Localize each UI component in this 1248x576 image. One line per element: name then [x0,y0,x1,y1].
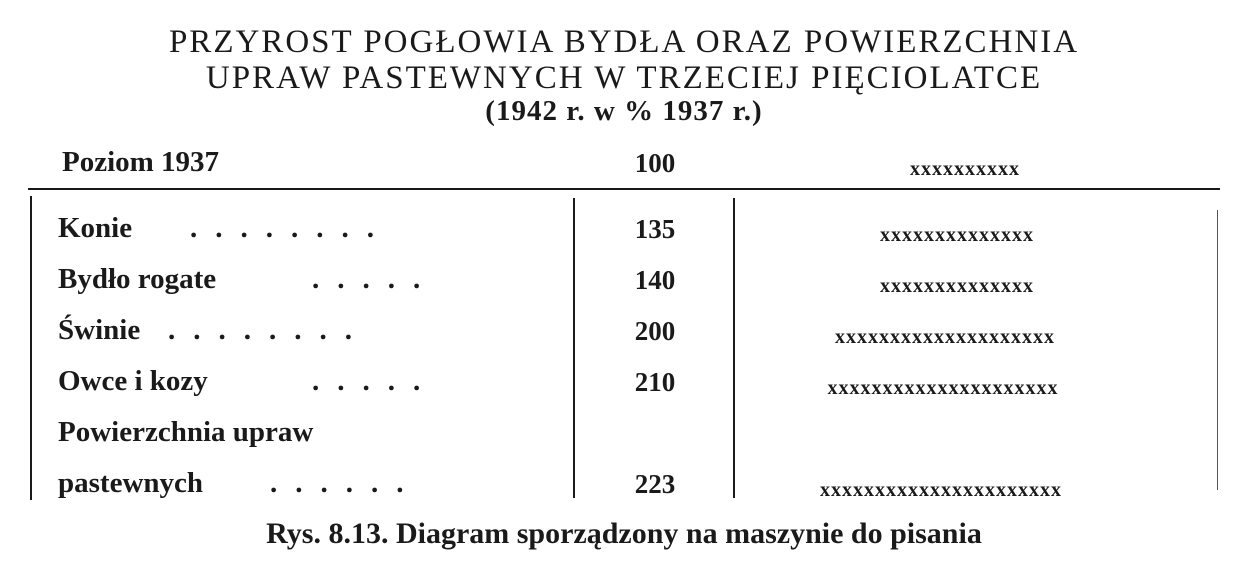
row-dots-1: ..... [312,263,439,295]
row-bar-1: xxxxxxxxxxxxxx [880,275,1034,297]
row-dots-0: ........ [190,212,392,244]
baseline-label: Poziom 1937 [62,146,220,178]
row-value-2: 200 [634,316,676,346]
row-dots-4: ...... [270,467,422,499]
col-rule-1 [573,198,575,498]
row-dots-3: ..... [312,365,439,397]
row-bar-3: xxxxxxxxxxxxxxxxxxxxx [827,377,1059,399]
row-value-4: 223 [634,469,676,499]
row-bar-2: xxxxxxxxxxxxxxxxxxxx [835,326,1055,348]
row-value-3: 210 [634,367,676,397]
row-bar-0: xxxxxxxxxxxxxx [880,224,1034,246]
row-bar-4: xxxxxxxxxxxxxxxxxxxxxx [820,479,1062,501]
col-rule-2 [733,198,735,498]
row-label-4-a: Powierzchnia upraw [58,416,314,448]
row-label-2: Świnie [58,314,141,346]
baseline-value: 100 [634,148,676,178]
chart-title-line-1: PRZYROST POGŁOWIA BYDŁA ORAZ POWIERZCHNIA [168,24,1080,60]
chart-subtitle: (1942 r. w % 1937 r.) [485,95,763,127]
row-label-0: Konie [58,212,133,244]
figure-caption: Rys. 8.13. Diagram sporządzony na maszynie do pisania [266,517,982,550]
chart-title-line-2: UPRAW PASTEWNYCH W TRZECIEJ PIĘCIOLATCE [205,60,1043,96]
row-value-1: 140 [634,265,676,295]
row-dots-2: ........ [168,314,370,346]
row-label-4-b: pastewnych [58,467,204,499]
row-value-0: 135 [634,214,676,244]
row-label-1: Bydło rogate [58,263,217,295]
left-rule [30,196,32,500]
row-label-3: Owce i kozy [58,365,208,397]
top-rule [28,188,1220,190]
baseline-bar: xxxxxxxxxx [910,158,1020,180]
right-rule [1217,210,1218,490]
